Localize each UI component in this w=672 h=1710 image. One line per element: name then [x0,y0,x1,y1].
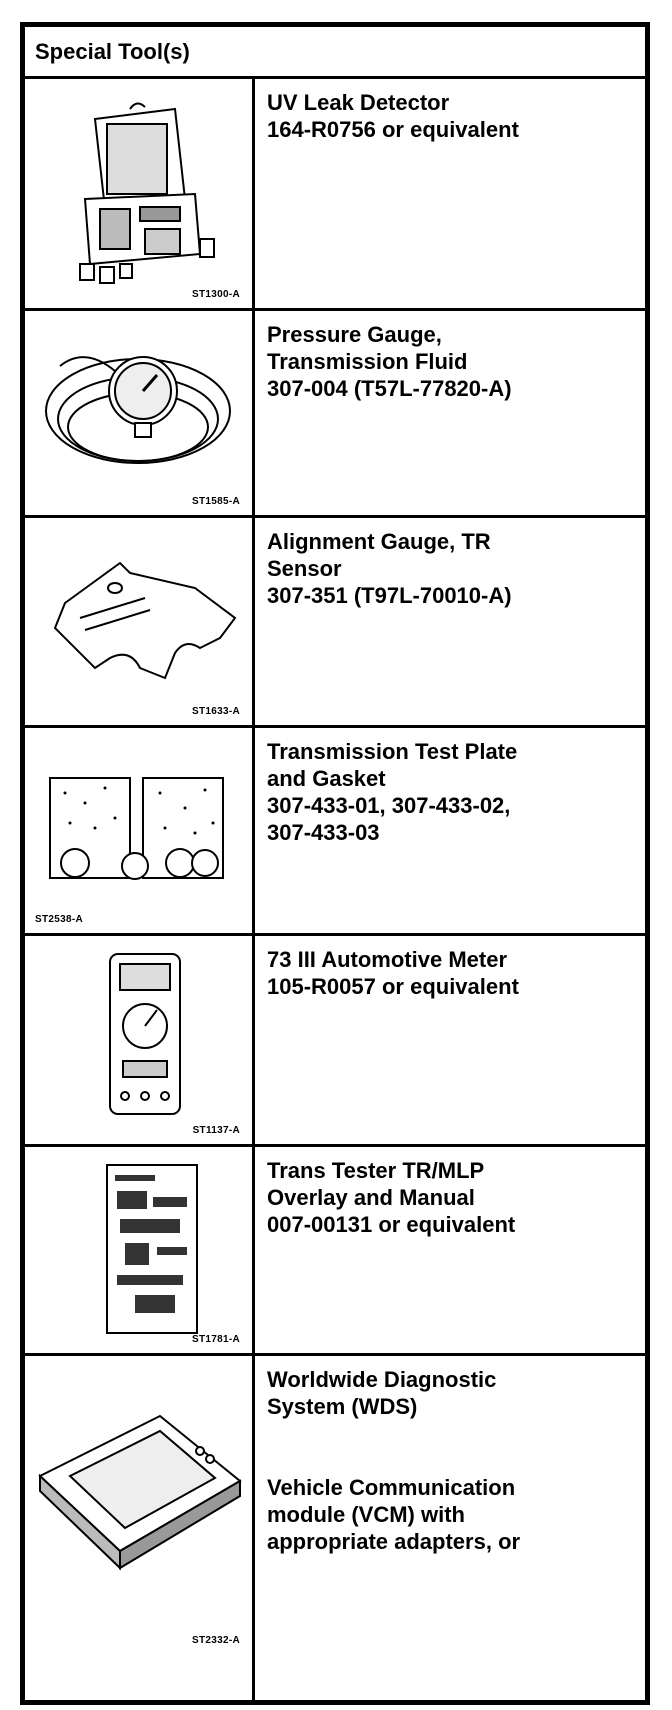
tool-part-number: 105-R0057 or equivalent [267,974,519,999]
tool-part-number: 307-004 (T57L-77820-A) [267,376,512,401]
tool-code: ST1633-A [192,706,240,717]
tool-description [267,321,637,402]
tool-image-cell [25,1147,255,1353]
uv-leak-detector-kit-icon [25,79,252,308]
overlay-manual-icon [25,1147,252,1353]
tool-name-line2: Sensor [267,556,342,581]
tool-code: ST1137-A [192,1125,240,1136]
tool-code: ST1585-A [192,496,240,507]
tool-code: ST2332-A [192,1635,240,1646]
tool-name: Worldwide Diagnostic [267,1367,497,1392]
tool-image-cell [25,79,255,308]
tool-description [267,89,637,143]
tool-name-line2: Transmission Fluid [267,349,468,374]
tool-row-uv-leak-detector [25,79,645,311]
special-tools-table [20,22,650,1705]
tool-name-2-line2: module (VCM) with [267,1502,465,1527]
tool-row-wds [25,1356,645,1700]
tool-name-line2: Overlay and Manual [267,1185,475,1210]
tool-name-2-line3: appropriate adapters, or [267,1529,521,1554]
tool-image-cell [25,936,255,1144]
tool-description [267,946,637,1000]
tool-image-cell [25,728,255,933]
tool-row-alignment-gauge [25,518,645,728]
alignment-gauge-icon [25,518,252,725]
spacer [267,1420,637,1474]
test-plate-icon [25,728,252,933]
tool-code: ST1300-A [192,289,240,300]
tool-part-number: 307-351 (T97L-70010-A) [267,583,512,608]
pressure-gauge-icon [25,311,252,515]
tool-name-line2: System (WDS) [267,1394,418,1419]
tool-description [267,528,637,609]
table-title: Special Tool(s) [35,39,190,64]
multimeter-icon [25,936,252,1144]
tool-name: Trans Tester TR/MLP [267,1158,485,1183]
tool-part-number: 007-00131 or equivalent [267,1212,516,1237]
tool-code: ST2538-A [35,914,83,925]
wds-tablet-icon [25,1356,252,1700]
tool-image-cell [25,518,255,725]
tool-image-cell [25,311,255,515]
tool-description [267,1366,637,1555]
table-header [25,27,645,79]
tool-name: Pressure Gauge, [267,322,442,347]
tool-part-number: 307-433-01, 307-433-02, [267,793,511,818]
tool-row-automotive-meter [25,936,645,1147]
tool-name: 73 III Automotive Meter [267,947,508,972]
tool-row-test-plate [25,728,645,936]
tool-row-pressure-gauge [25,311,645,518]
tool-description [267,1157,637,1238]
tool-description [267,738,637,846]
tool-name-2: Vehicle Communication [267,1475,516,1500]
tool-name: UV Leak Detector [267,90,450,115]
tool-part-number-line2: 307-433-03 [267,820,380,845]
tool-row-trans-tester [25,1147,645,1356]
tool-image-cell [25,1356,255,1700]
tool-part-number: 164-R0756 or equivalent [267,117,519,142]
tool-name: Alignment Gauge, TR [267,529,491,554]
tool-code: ST1781-A [192,1334,240,1345]
tool-name-line2: and Gasket [267,766,386,791]
tool-name: Transmission Test Plate [267,739,518,764]
